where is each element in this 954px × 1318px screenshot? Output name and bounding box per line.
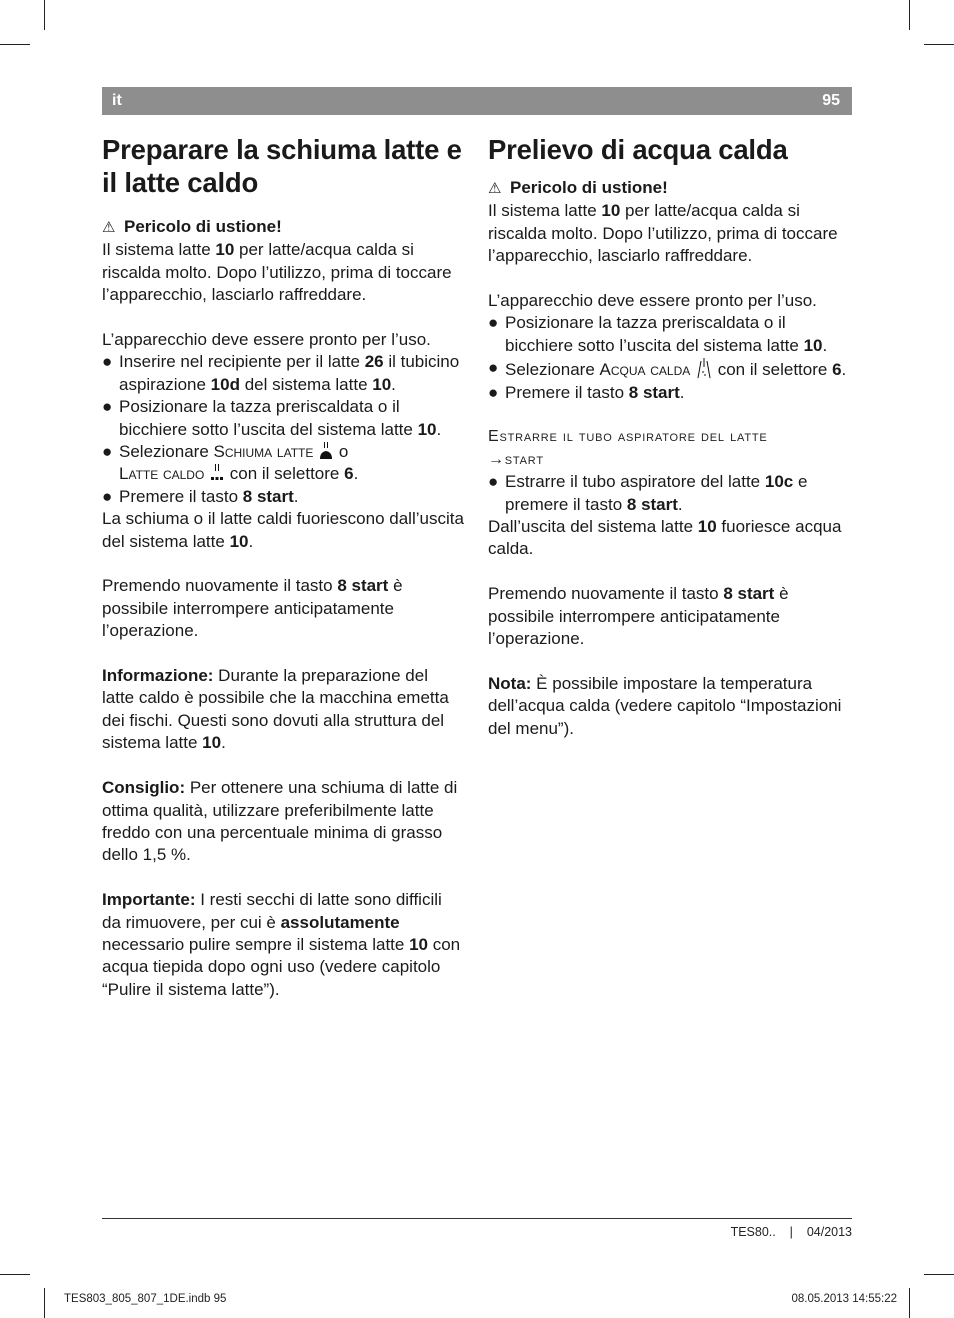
warning-text: Il sistema latte 10 per latte/acqua calda si riscalda molto. Dopo l’utilizzo, prima di toccare l’apparecchio, lasciarlo raffreddare. — [488, 201, 838, 266]
warning-triangle-icon: ⚠ — [102, 219, 116, 236]
model-number: TES80.. — [730, 1225, 776, 1239]
section-title-milk: Preparare la schiuma latte e il latte caldo — [102, 134, 462, 198]
list-item: ● Posizionare la tazza preriscaldata o il bicchiere sotto l’uscita del sistema latte 10. — [488, 313, 828, 355]
ready-text: L’apparecchio deve essere pronto per l’uso. — [102, 330, 431, 350]
footer-rule — [102, 1218, 852, 1219]
warning-text: Il sistema latte 10 per latte/acqua calda si riscalda molto. Dopo l’utilizzo, prima di toccare l’apparecchio, lasciarlo raffreddare. — [102, 240, 452, 305]
page-number: 95 — [822, 92, 840, 109]
warning-heading: ⚠ Pericolo di ustione! — [102, 216, 464, 239]
ready-text: L’apparecchio deve essere pronto per l’uso. — [488, 291, 817, 311]
crop-mark — [924, 44, 954, 45]
crop-mark — [909, 0, 910, 30]
list-item: ● Premere il tasto 8 start. — [102, 486, 299, 506]
list-item: ● Premere il tasto 8 start. — [488, 382, 685, 402]
crop-mark — [44, 1288, 45, 1318]
page-header — [102, 87, 852, 115]
important-note: Importante: I resti secchi di latte sono difficili da rimuovere, per cui è assolutamente necessario pulire sempre il sistema latte 10 con acqua tiepida dopo ogni uso (vedere capitolo “Pulire il sistema latte”). — [102, 890, 461, 999]
milk-foam-icon — [318, 441, 334, 461]
crop-mark — [0, 1274, 30, 1275]
crop-mark — [44, 0, 45, 30]
crop-mark — [924, 1274, 954, 1275]
list-item: ● Posizionare la tazza preriscaldata o il bicchiere sotto l’uscita del sistema latte 10. — [102, 397, 442, 439]
slug-timestamp: 08.05.2013 14:55:22 — [791, 1293, 897, 1305]
steps-list — [488, 471, 852, 516]
crop-mark — [909, 1288, 910, 1318]
crop-mark — [0, 44, 30, 45]
interrupt-text: Premendo nuovamente il tasto 8 start è possibile interrompere anticipatamente l’operazione. — [102, 576, 403, 641]
output-text: Dall’uscita del sistema latte 10 fuoriesce acqua calda. — [488, 517, 842, 559]
info-note: Informazione: Durante la preparazione del latte caldo è possibile che la macchina emetta dei fischi. Questi sono dovuti alla struttura del sistema latte 10. — [102, 666, 449, 753]
hot-milk-icon — [209, 463, 225, 483]
publication-date: 04/2013 — [806, 1225, 852, 1239]
list-item: ● Selezionare Acqua calda con il selettore 6. — [488, 358, 847, 380]
language-code: it — [112, 92, 122, 109]
warning-heading: ⚠ Pericolo di ustione! — [488, 177, 852, 200]
steps-list — [102, 351, 464, 508]
warning-triangle-icon: ⚠ — [488, 180, 502, 197]
note: Nota: È possibile impostare la temperatura dell’acqua calda (vedere capitolo “Impostazioni del menu”). — [488, 673, 842, 738]
list-item: ● Inserire nel recipiente per il latte 26 il tubicino aspirazione 10d del sistema latte 10. — [102, 352, 460, 394]
right-column — [488, 133, 852, 740]
list-item: ● Estrarre il tubo aspiratore del latte 10c e premere il tasto 8 start. — [488, 472, 808, 514]
list-item: ● Selezionare Schiuma latte o Latte caldo con il selettore 6. — [102, 442, 359, 484]
interrupt-text: Premendo nuovamente il tasto 8 start è possibile interrompere anticipatamente l’operazione. — [488, 584, 789, 649]
section-title-water: Prelievo di acqua calda — [488, 134, 788, 165]
output-text: La schiuma o il latte caldi fuoriescono dall’uscita del sistema latte 10. — [102, 509, 464, 551]
steps-list — [488, 312, 852, 404]
tip-note: Consiglio: Per ottenere una schiuma di latte di ottima qualità, utilizzare preferibilmente latte freddo con una percentuale minima di grasso dello 1,5 %. — [102, 778, 458, 865]
subheading-extract-tube: Estrarre il tubo aspiratore del latte →start — [488, 428, 768, 468]
page-footer: TES80.. | 04/2013 — [730, 1225, 852, 1239]
slug-filename: TES803_805_807_1DE.indb 95 — [64, 1293, 227, 1305]
hot-water-icon — [695, 357, 713, 379]
left-column — [102, 133, 464, 1001]
